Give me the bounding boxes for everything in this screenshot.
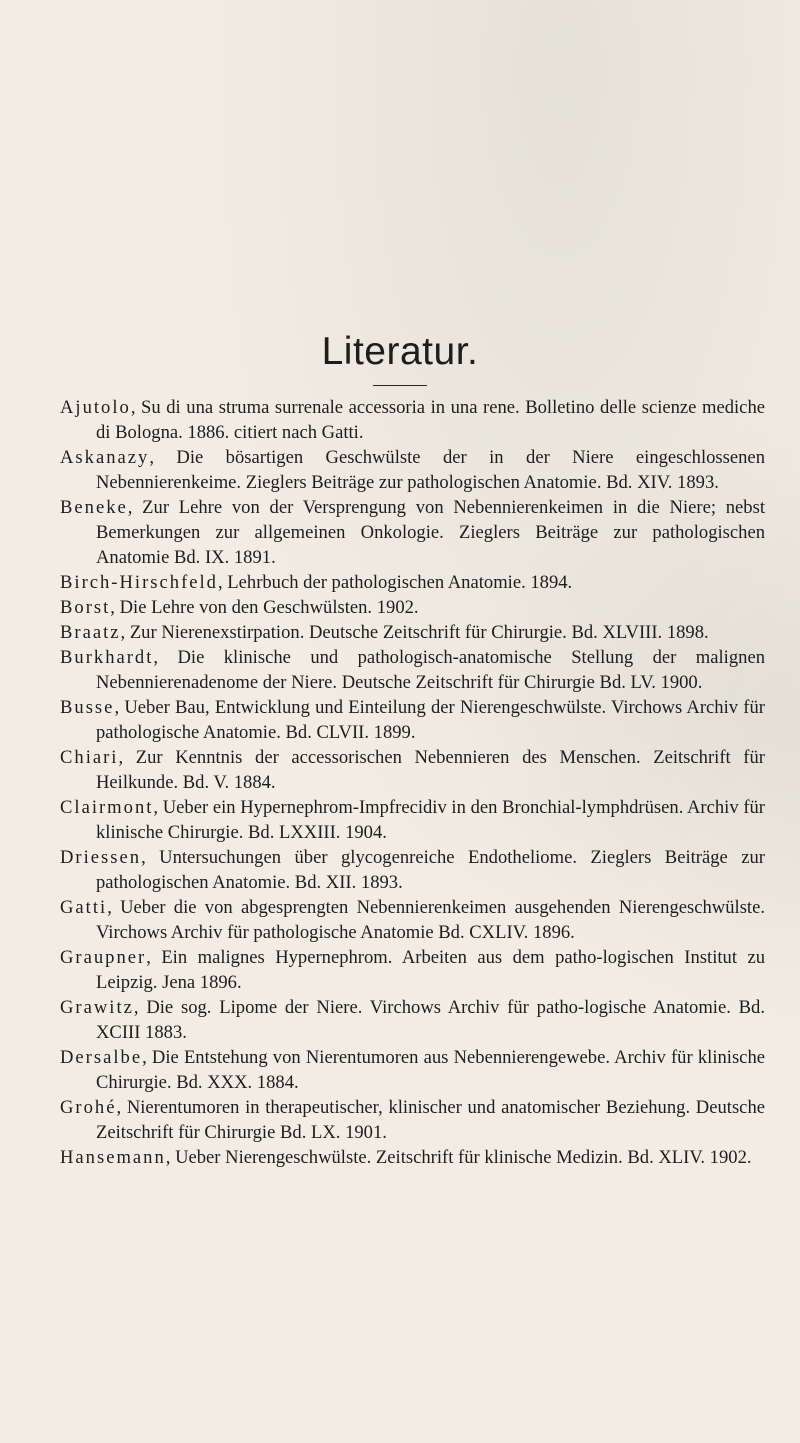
bibliography-entry (60, 1095, 765, 1145)
entry-text: , Ueber die von abgesprengten Nebennierenkeimen ausgehenden Nierengeschwülste. Virchows Archiv für pathologische Anatomie Bd. CXLIV. 1896. (96, 897, 765, 943)
entry-author: Driessen (60, 847, 142, 868)
bibliography-entry (60, 895, 765, 945)
bibliography-entry (60, 995, 765, 1045)
bibliography-entry (60, 695, 765, 745)
entry-text: , Zur Lehre von der Versprengung von Nebennierenkeimen in die Niere; nebst Bemerkungen zur allgemeinen Onkologie. Zieglers Beiträge zur pathologischen Anatomie Bd. IX. 1891. (96, 497, 765, 568)
entry-text: , Ueber Bau, Entwicklung und Einteilung der Nierengeschwülste. Virchows Archiv für pathologische Anatomie. Bd. CLVII. 1899. (96, 697, 765, 743)
page-title: Literatur. (321, 330, 479, 373)
bibliography-entry (60, 945, 765, 995)
entry-author: Gatti (60, 897, 108, 918)
entry-author: Grohé (60, 1097, 117, 1118)
title-rule (373, 385, 427, 386)
bibliography-entry (60, 595, 765, 620)
entry-text: , Zur Kenntnis der accessorischen Nebennieren des Menschen. Zeitschrift für Heilkunde. Bd. V. 1884. (96, 747, 765, 793)
entry-text: , Lehrbuch der pathologischen Anatomie. 1894. (217, 572, 573, 593)
bibliography-entry (60, 845, 765, 895)
entry-author: Dersalbe (60, 1047, 143, 1068)
entry-author: Busse (60, 697, 115, 718)
entry-author: Grawitz (60, 997, 134, 1018)
entry-text: , Nierentumoren in therapeutischer, klinischer und anatomischer Beziehung. Deutsche Zeitschrift für Chirurgie Bd. LX. 1901. (96, 1097, 765, 1143)
bibliography-entry (60, 495, 765, 570)
entry-author: Borst (60, 597, 111, 618)
entry-author: Hansemann (60, 1147, 166, 1168)
entry-author: Birch-Hirschfeld (60, 572, 218, 593)
entry-text: , Die Entstehung von Nierentumoren aus Nebennierengewebe. Archiv für klinische Chirurgie. Bd. XXX. 1884. (96, 1047, 765, 1093)
bibliography-entry (60, 1045, 765, 1095)
entry-text: , Zur Nierenexstirpation. Deutsche Zeitschrift für Chirurgie. Bd. XLVIII. 1898. (120, 622, 709, 643)
entry-author: Beneke (60, 497, 128, 518)
entry-text: , Su di una struma surrenale accessoria in una rene. Bolletino delle scienze mediche di Bologna. 1886. citiert nach Gatti. (96, 397, 765, 443)
entry-author: Braatz (60, 622, 121, 643)
entry-author: Chiari (60, 747, 119, 768)
entry-text: , Ueber Nierengeschwülste. Zeitschrift für klinische Medizin. Bd. XLIV. 1902. (165, 1147, 752, 1168)
bibliography-entry (60, 1145, 765, 1170)
bibliography-entry (60, 645, 765, 695)
entry-text: , Die sog. Lipome der Niere. Virchows Archiv für patho-logische Anatomie. Bd. XCIII 1883. (96, 997, 765, 1043)
entry-author: Askanazy (60, 447, 150, 468)
entry-author: Graupner (60, 947, 147, 968)
bibliography-entry (60, 620, 765, 645)
entry-author: Clairmont (60, 797, 154, 818)
entry-text: , Die klinische und pathologisch-anatomische Stellung der malignen Nebennierenadenome der Niere. Deutsche Zeitschrift für Chirurgie Bd. LV. 1900. (96, 647, 765, 693)
entry-text: , Die bösartigen Geschwülste der in der Niere eingeschlossenen Nebennierenkeime. Zieglers Beiträge zur pathologischen Anatomie. Bd. XIV. 1893. (96, 447, 765, 493)
entry-text: , Die Lehre von den Geschwülsten. 1902. (110, 597, 419, 618)
bibliography-entry (60, 795, 765, 845)
entry-author: Ajutolo (60, 397, 131, 418)
bibliography-entry (60, 395, 765, 445)
entry-text: , Ein malignes Hypernephrom. Arbeiten aus dem patho-logischen Institut zu Leipzig. Jena 1896. (96, 947, 765, 993)
entry-text: , Ueber ein Hypernephrom-Impfrecidiv in den Bronchial-lymphdrüsen. Archiv für klinische Chirurgie. Bd. LXXIII. 1904. (96, 797, 765, 843)
bibliography-entry (60, 745, 765, 795)
bibliography-entry (60, 445, 765, 495)
bibliography-list (60, 395, 765, 1170)
entry-author: Burkhardt (60, 647, 154, 668)
bibliography-entry (60, 570, 765, 595)
entry-text: , Untersuchungen über glycogenreiche Endotheliome. Zieglers Beiträge zur pathologischen Anatomie. Bd. XII. 1893. (96, 847, 765, 893)
